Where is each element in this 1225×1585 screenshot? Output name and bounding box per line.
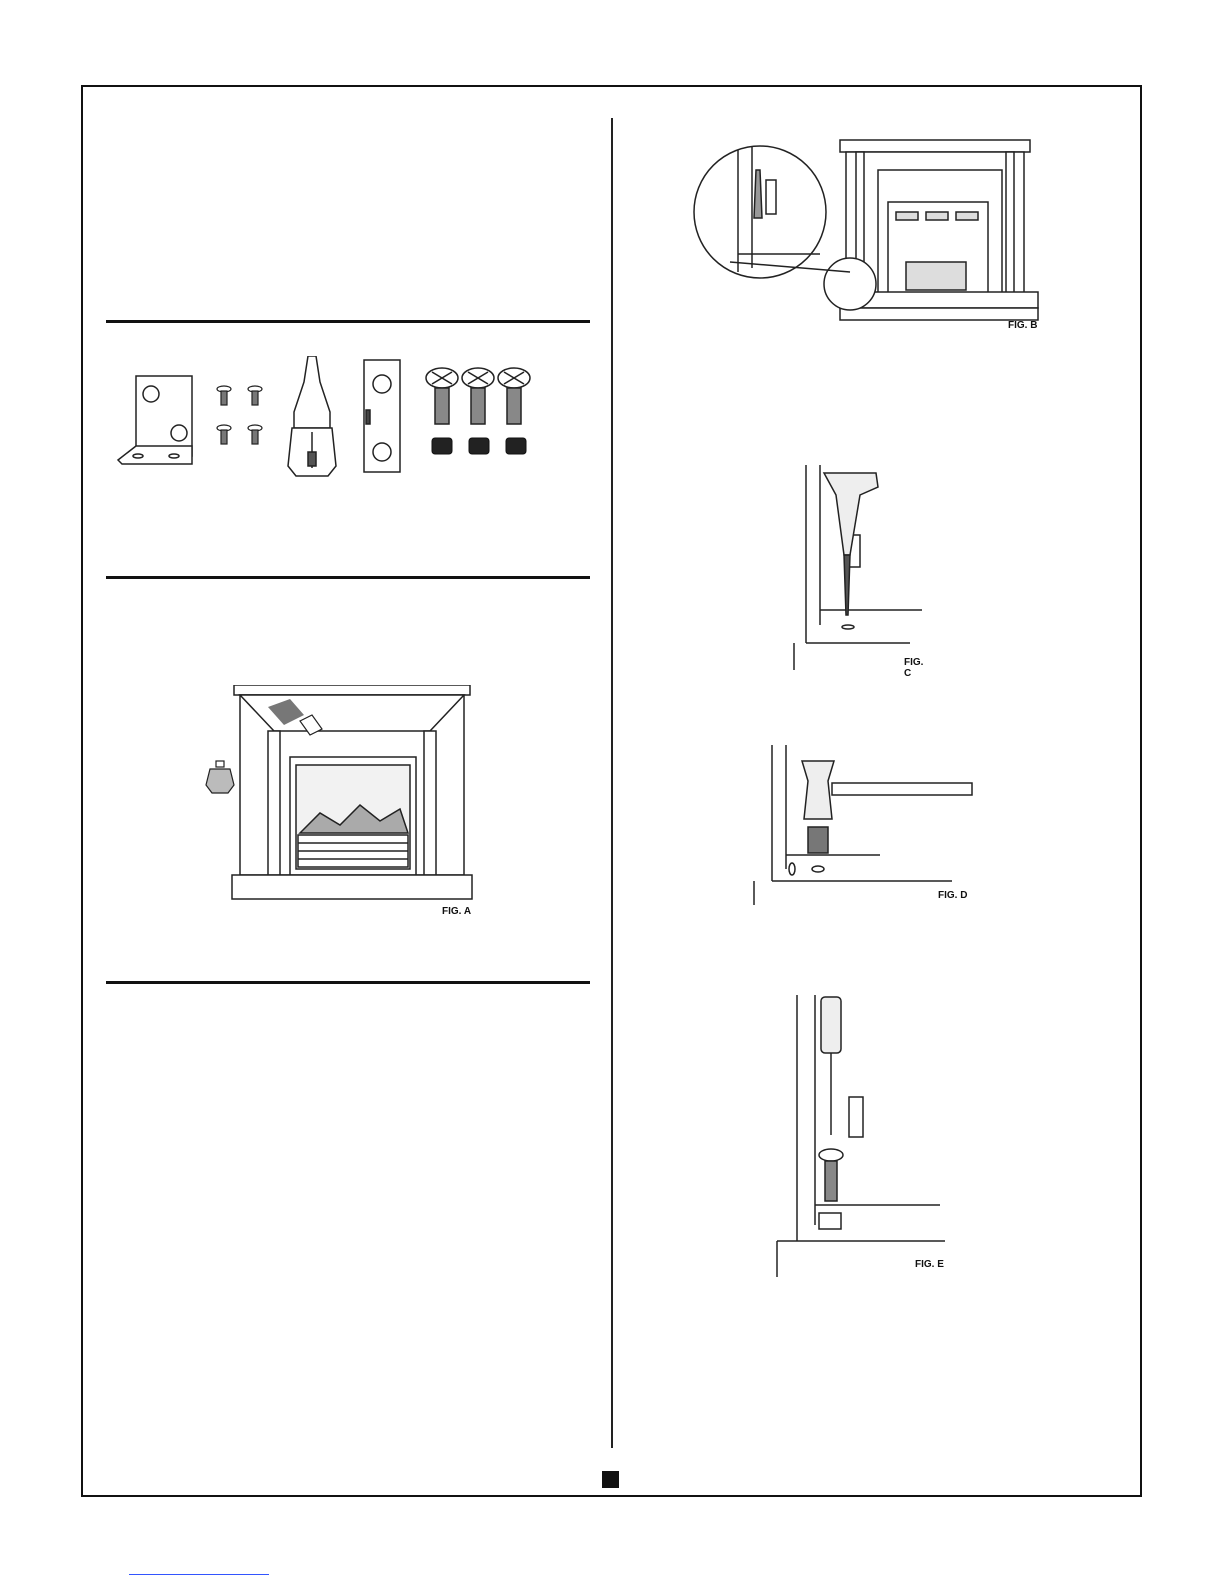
detail-magnifier <box>694 146 850 278</box>
figure-a-label: FIG. A <box>442 906 472 917</box>
section-rule-next <box>106 981 590 984</box>
drill-handle-icon <box>824 473 878 555</box>
page-number-marker <box>602 1471 619 1488</box>
screw-icon <box>819 1149 843 1201</box>
section-rule-parts <box>106 320 590 323</box>
figure-c <box>790 465 930 679</box>
figure-c-label: FIG. C <box>904 657 924 679</box>
figure-e-label: FIG. E <box>915 1259 944 1270</box>
anchor-icon <box>808 827 828 853</box>
figure-a <box>200 685 480 925</box>
l-bracket-icon <box>118 376 192 464</box>
hammer-handle-icon <box>832 783 972 795</box>
screwdriver-handle-icon <box>821 997 841 1053</box>
drill-bit-icon <box>844 555 850 615</box>
section-rule-touchup <box>106 576 590 579</box>
large-screws-icon <box>426 368 530 424</box>
figure-d-label: FIG. D <box>938 890 968 901</box>
figure-b <box>690 130 1050 340</box>
plastic-anchors-icon <box>432 438 526 454</box>
touch-up-bottle-icon <box>288 356 336 476</box>
magnet-catch-icon <box>364 360 400 472</box>
column-divider <box>611 118 613 1448</box>
hammer-head-icon <box>802 761 834 819</box>
small-screws-icon <box>217 386 262 444</box>
parts-illustration <box>108 356 558 486</box>
pencil-icon <box>754 170 762 218</box>
figure-b-label: FIG. B <box>1008 320 1038 331</box>
footer-link-underline[interactable] <box>129 1574 269 1575</box>
figure-d <box>752 745 992 915</box>
figure-e <box>775 995 950 1285</box>
touch-up-bottle-icon <box>206 761 234 793</box>
